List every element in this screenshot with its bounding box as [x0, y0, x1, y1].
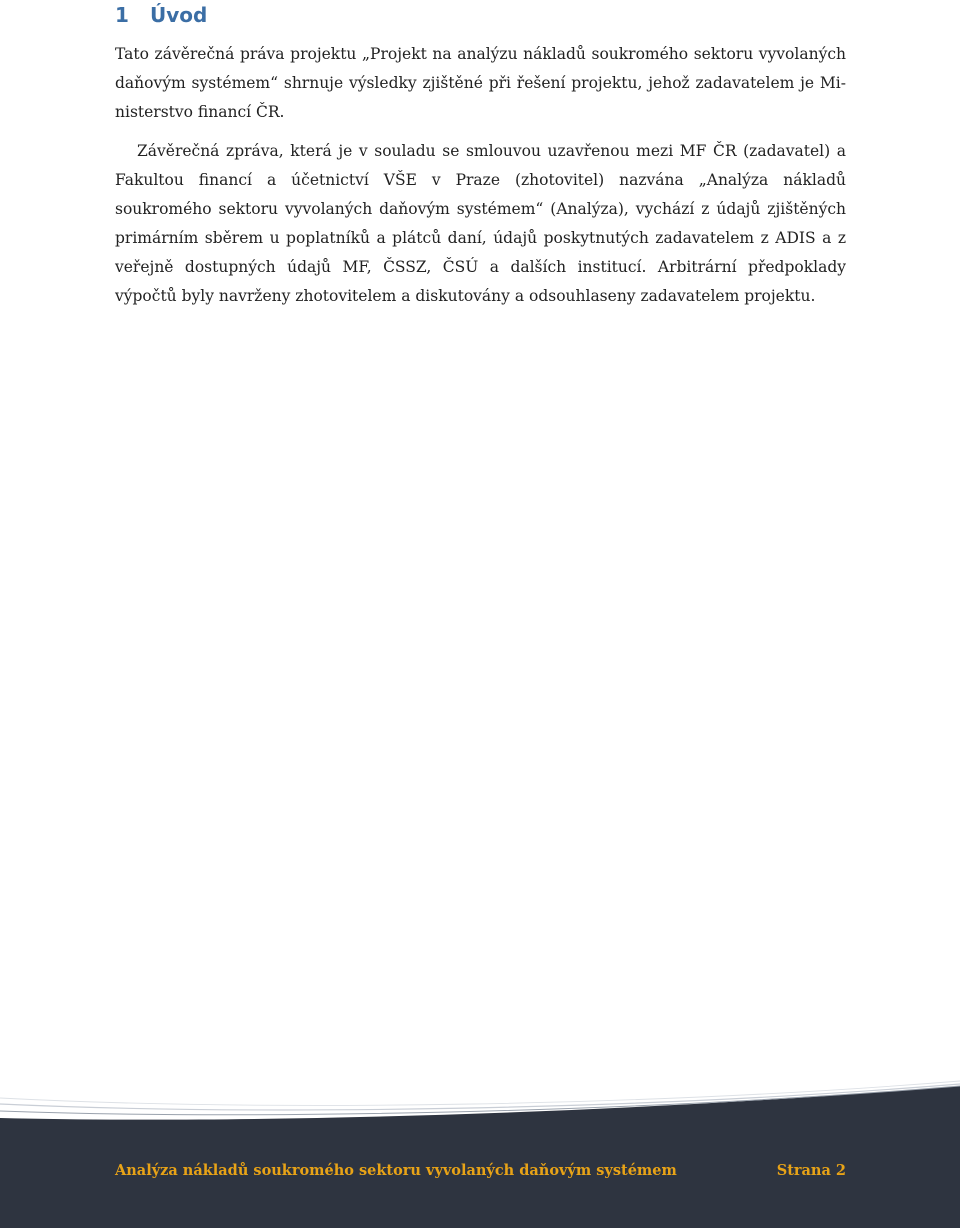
footer-page-number: Strana 2 — [776, 1162, 846, 1179]
section-title: Úvod — [150, 3, 208, 27]
footer-wave-decoration — [0, 1080, 960, 1228]
section-heading — [115, 0, 207, 30]
section-number: 1 — [115, 3, 129, 27]
report-description-paragraph: Závěrečná zpráva, která je v souladu se smlouvou uzavřenou mezi MF ČR (zadavatel) a Fakultou financí a účetnictví VŠE v Praze (zhotovitel) nazvána „Analýza nákladů soukromého sektoru vyvolaných daňovým systémem“ (Analýza), vychází z údajů zjištěných primárním sběrem u poplatníků a plátců daní, údajů poskytnutých zadavatelem z ADIS a z veřejně dostupných údajů MF, ČSSZ, ČSÚ a dalších institucí. Arbitrární předpoklady výpočtů byly navrženy zhotovitelem a diskutovány a odsouhlaseny zadavatelem projektu. — [115, 142, 846, 305]
page-footer — [0, 1080, 960, 1228]
intro-paragraph: Tato závěrečná práva projektu „Projekt na analýzu nákladů soukromého sektoru vyvolaných daňovým systémem“ shrnuje výsledky zjištěné při řešení projektu, jehož zadavatelem je Ministerstvo financí ČR. — [115, 45, 846, 121]
footer-document-title: Analýza nákladů soukromého sektoru vyvolaných daňovým systémem — [115, 1162, 677, 1179]
